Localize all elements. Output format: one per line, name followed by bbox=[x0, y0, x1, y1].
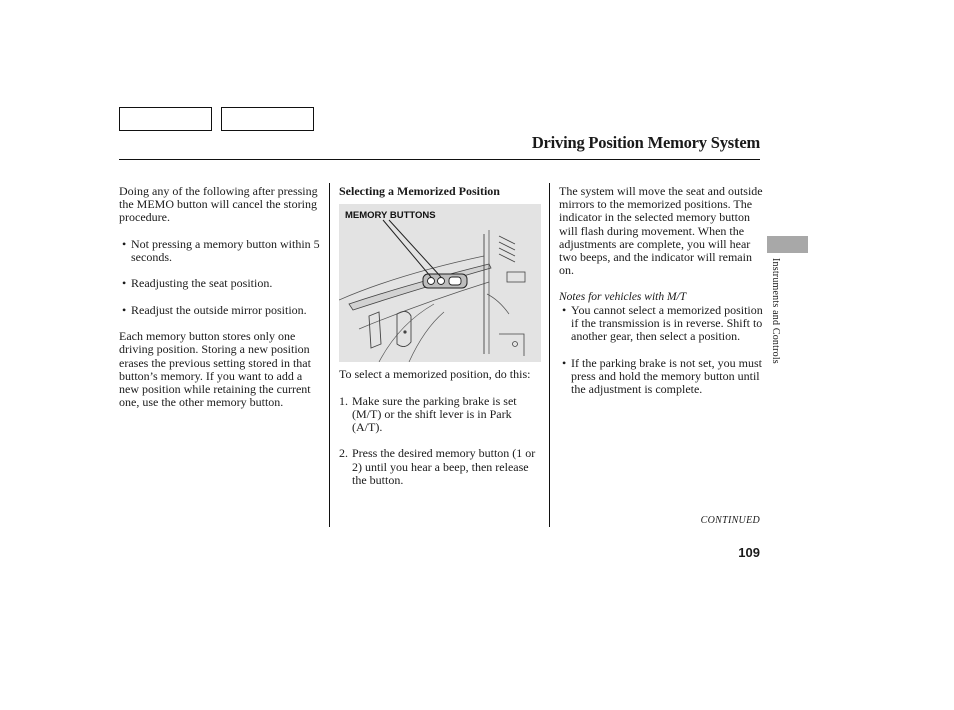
column-3 bbox=[559, 185, 764, 396]
column-1 bbox=[119, 185, 324, 409]
figure-label: MEMORY BUTTONS bbox=[345, 210, 436, 222]
bullet-item: • Readjust the outside mirror position. bbox=[122, 302, 307, 317]
notes-heading: Notes for vehicles with M/T bbox=[559, 290, 687, 303]
title-rule bbox=[119, 159, 760, 160]
column-2 bbox=[339, 185, 544, 487]
bullet-item: • Readjusting the seat position. bbox=[122, 276, 273, 291]
section-heading: Selecting a Memorized Position bbox=[339, 184, 500, 198]
section-label: Instruments and Controls bbox=[770, 258, 781, 364]
column-divider-1 bbox=[329, 183, 330, 527]
bullet-item: • Not pressing a memory button within 5 seconds. bbox=[122, 236, 320, 264]
nav-button-previous[interactable] bbox=[119, 107, 212, 131]
page-title: Driving Position Memory System bbox=[531, 133, 760, 152]
bullet-item: • You cannot select a memorized position if the transmission is in reverse. Shift to another gear, then select a position. bbox=[562, 302, 763, 344]
section-tab bbox=[767, 236, 808, 253]
cancel-intro-text: Doing any of the following after pressing the MEMO button will cancel the storing procedure. bbox=[119, 184, 318, 225]
select-intro-text: To select a memorized position, do this: bbox=[339, 367, 531, 382]
column-divider-2 bbox=[549, 183, 550, 527]
system-move-paragraph: The system will move the seat and outside mirrors to the memorized positions. The indicator in the selected memory button will flash during movement. When the adjustments are complete, you will hear two beeps, and the indicator will remain on. bbox=[559, 184, 763, 278]
page-number: 109 bbox=[738, 545, 760, 560]
nav-button-next[interactable] bbox=[221, 107, 314, 131]
memory-buttons-illustration bbox=[339, 204, 541, 362]
bullet-item: • If the parking brake is not set, you must press and hold the memory button until the adjustment is complete. bbox=[562, 355, 762, 397]
door-panel-drawing bbox=[339, 204, 541, 362]
continued-label: CONTINUED bbox=[700, 515, 760, 526]
step-item: 2. Press the desired memory button (1 or 2) until you hear a beep, then release the button. bbox=[339, 446, 536, 487]
memory-button-paragraph: Each memory button stores only one driving position. Storing a new position erases the previous setting stored in that button’s memory. If you want to add a new position while retaining the current one, use the other memory button. bbox=[119, 329, 311, 410]
step-item: 1. Make sure the parking brake is set (M/T) or the shift lever is in Park (A/T). bbox=[339, 393, 517, 434]
